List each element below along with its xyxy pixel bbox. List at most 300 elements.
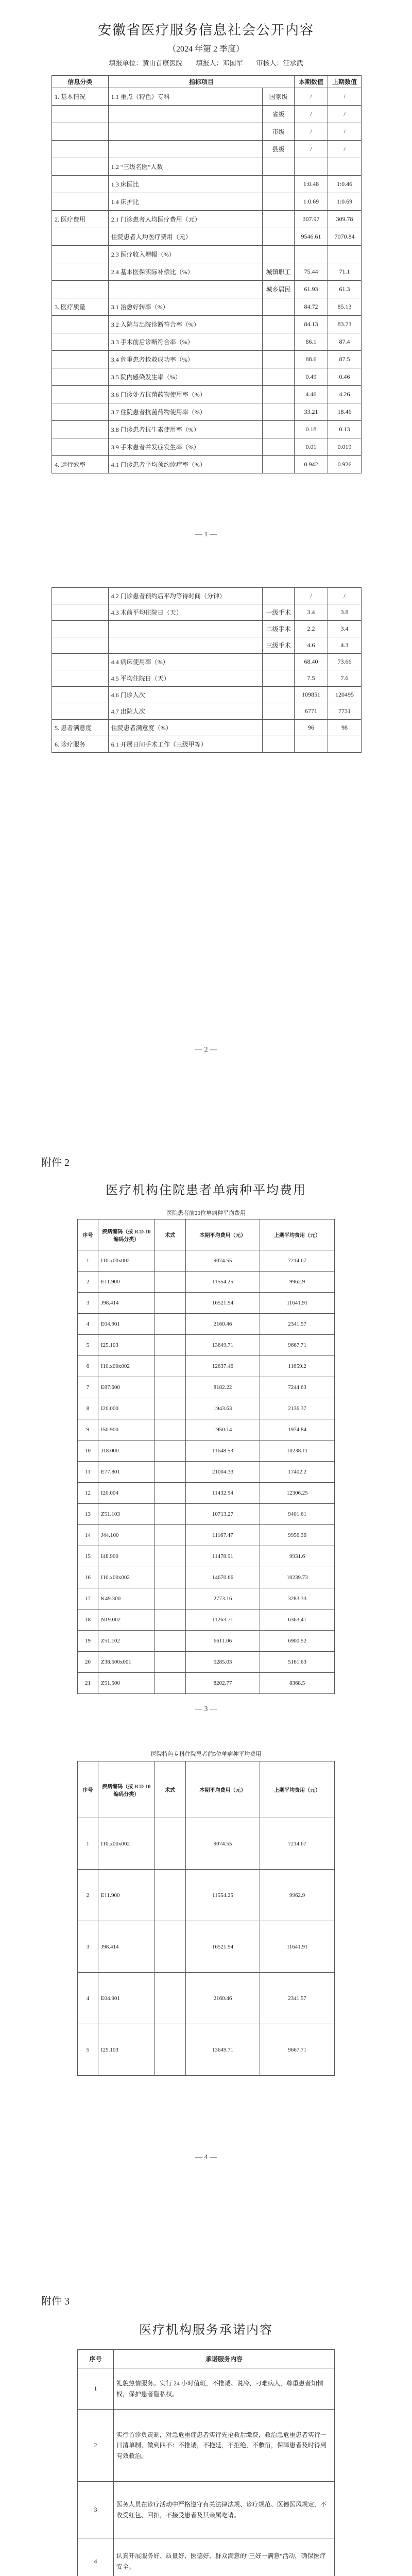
header-category: 信息分类 bbox=[52, 76, 109, 88]
table-cell: 1974.84 bbox=[260, 1419, 335, 1440]
table-cell: 3283.33 bbox=[260, 1588, 335, 1609]
table-cell bbox=[263, 351, 295, 368]
table-cell: / bbox=[295, 88, 328, 106]
table-cell bbox=[52, 281, 109, 298]
table-caption: 医院患者前20位单病种平均费用 bbox=[166, 1210, 246, 1216]
table-cell: 11648.53 bbox=[185, 1440, 260, 1462]
table-cell: 9074.55 bbox=[185, 1818, 260, 1870]
page-1 bbox=[0, 0, 412, 556]
table-cell: 8202.77 bbox=[185, 1673, 260, 1694]
table-header-row bbox=[52, 76, 362, 88]
table-cell bbox=[52, 333, 109, 351]
table-cell: 8 bbox=[78, 1398, 98, 1419]
table-cell: 4.4 病床使用率（%） bbox=[108, 654, 262, 670]
table-cell: 21004.33 bbox=[185, 1462, 260, 1483]
table-row bbox=[52, 211, 362, 228]
table-cell: 1. 基本情况 bbox=[52, 88, 109, 106]
table-row bbox=[52, 106, 362, 123]
table-cell: 2341.57 bbox=[260, 1973, 335, 2024]
table-row bbox=[52, 88, 362, 106]
table-header-cell: 序号 bbox=[78, 2350, 114, 2368]
page-title: 安徽省医疗服务信息社会公开内容 bbox=[97, 23, 314, 38]
table-cell: I10.x00x002 bbox=[98, 1356, 154, 1377]
table-cell: 11641.91 bbox=[260, 1293, 335, 1314]
table-cell bbox=[154, 1250, 185, 1272]
table-row bbox=[78, 2024, 335, 2076]
table-cell: 3.8 门诊患者抗生素使用率（%） bbox=[108, 421, 262, 438]
table-row bbox=[78, 1419, 335, 1440]
table-cell: 2. 医疗费用 bbox=[52, 211, 109, 228]
table-cell bbox=[52, 193, 109, 211]
disease-cost-table-top20 bbox=[77, 1219, 335, 1694]
table-cell: 6 bbox=[78, 1356, 98, 1377]
table-cell bbox=[328, 736, 362, 753]
table-row bbox=[52, 687, 362, 703]
table-row bbox=[78, 1440, 335, 1462]
table-cell bbox=[52, 141, 109, 158]
table-row bbox=[78, 1588, 335, 1609]
table-cell bbox=[263, 588, 295, 604]
table-cell: 5161.63 bbox=[260, 1652, 335, 1673]
table-cell bbox=[154, 1588, 185, 1609]
table-cell: 4 bbox=[78, 1973, 98, 2024]
table-cell: 10713.27 bbox=[185, 1504, 260, 1525]
table-cell bbox=[154, 1609, 185, 1631]
table-cell: 2.1 门诊患者人均医疗费用（元） bbox=[108, 211, 262, 228]
table-cell bbox=[154, 1870, 185, 1921]
attachment-title: 医疗机构住院患者单病种平均费用 bbox=[106, 1184, 306, 1197]
table-cell: 2 bbox=[78, 1272, 98, 1293]
table-cell bbox=[52, 621, 109, 637]
table-cell: 61.3 bbox=[328, 281, 362, 298]
table-cell: 1.3 床医比 bbox=[108, 176, 262, 193]
table-cell: / bbox=[328, 123, 362, 141]
table-cell: 3.4 bbox=[328, 621, 362, 637]
table-cell bbox=[154, 1440, 185, 1462]
table-cell: 12637.46 bbox=[185, 1356, 260, 1377]
table-cell: 1:0.69 bbox=[295, 193, 328, 211]
table-cell: 礼貌热情服务。实行 24 小时值班，不推诿、说冷、刁难病人，尊重患者知情权，保护患者隐私权。 bbox=[113, 2368, 334, 2410]
table-row bbox=[52, 228, 362, 246]
table-cell bbox=[263, 176, 295, 193]
table-cell: / bbox=[328, 106, 362, 123]
table-header-cell: 术式 bbox=[154, 1219, 185, 1250]
table-cell bbox=[263, 687, 295, 703]
table-cell bbox=[154, 1525, 185, 1546]
table-row bbox=[78, 1546, 335, 1567]
table-cell: 75.44 bbox=[295, 263, 328, 281]
table-cell: 城乡居民 bbox=[263, 281, 295, 298]
page-number: — 3 — bbox=[195, 1705, 217, 1713]
table-cell: 3.4 bbox=[295, 604, 328, 621]
table-row bbox=[52, 158, 362, 176]
table-cell: N19.002 bbox=[98, 1609, 154, 1631]
table-cell: 11659.2 bbox=[260, 1356, 335, 1377]
table-cell: Z51.103 bbox=[98, 1504, 154, 1525]
table-row bbox=[78, 1609, 335, 1631]
table-row bbox=[78, 1631, 335, 1652]
table-cell: 1.1 重点（特色）专科 bbox=[108, 88, 262, 106]
table-cell: 0.926 bbox=[328, 456, 362, 473]
table-cell: 9667.71 bbox=[260, 2024, 335, 2076]
table-cell: 城镇职工 bbox=[263, 263, 295, 281]
table-cell: 84.72 bbox=[295, 298, 328, 316]
table-cell: 3.3 手术前后诊断符合率（%） bbox=[108, 333, 262, 351]
table-cell: 0.01 bbox=[295, 438, 328, 456]
table-cell: 11167.47 bbox=[185, 1525, 260, 1546]
table-cell: 1.4 床护比 bbox=[108, 193, 262, 211]
table-cell: 0.019 bbox=[328, 438, 362, 456]
table-cell bbox=[154, 1652, 185, 1673]
table-cell bbox=[108, 621, 262, 637]
table-cell bbox=[154, 1483, 185, 1504]
table-cell: 20 bbox=[78, 1652, 98, 1673]
indicator-table-2 bbox=[52, 587, 362, 753]
table-cell bbox=[154, 1419, 185, 1440]
table-cell bbox=[52, 246, 109, 263]
table-cell: 7244.63 bbox=[260, 1377, 335, 1398]
table-cell bbox=[52, 438, 109, 456]
table-header-cell: 上期平均费用（元） bbox=[260, 1219, 335, 1250]
table-cell: / bbox=[328, 588, 362, 604]
table-row bbox=[52, 670, 362, 687]
table-cell: 88.6 bbox=[295, 351, 328, 368]
table-cell: 16521.94 bbox=[185, 1921, 260, 1973]
table-cell: 1:0.48 bbox=[295, 176, 328, 193]
table-cell: 11263.71 bbox=[185, 1609, 260, 1631]
table-cell: 3.8 bbox=[328, 604, 362, 621]
table-cell: 6771 bbox=[295, 703, 328, 720]
table-cell: 3 bbox=[78, 1921, 98, 1973]
table-cell: J98.414 bbox=[98, 1921, 154, 1973]
table-cell: 3.7 住院患者抗菌药物使用率（%） bbox=[108, 403, 262, 421]
table-cell: / bbox=[295, 141, 328, 158]
table-row bbox=[52, 316, 362, 333]
table-cell: I20.000 bbox=[98, 1398, 154, 1419]
table-cell: 9401.61 bbox=[260, 1504, 335, 1525]
table-cell: 1 bbox=[78, 2368, 114, 2410]
table-cell: / bbox=[295, 123, 328, 141]
table-cell: 3.1 治愈好转率（%） bbox=[108, 298, 262, 316]
table-cell: 3.4 危重患者抢救成功率（%） bbox=[108, 351, 262, 368]
table-cell: 3.5 院内感染发生率（%） bbox=[108, 368, 262, 386]
table-row bbox=[78, 2410, 335, 2482]
table-cell: 3.2 入院与出院诊断符合率（%） bbox=[108, 316, 262, 333]
table-cell: I10.x00x002 bbox=[98, 1567, 154, 1588]
table-row bbox=[52, 421, 362, 438]
table-row bbox=[52, 123, 362, 141]
table-cell: 6900.52 bbox=[260, 1631, 335, 1652]
table-cell: I25.103 bbox=[98, 2024, 154, 2076]
table-row bbox=[78, 1483, 335, 1504]
table-cell: 18 bbox=[78, 1609, 98, 1631]
table-cell: I20.004 bbox=[98, 1483, 154, 1504]
table-cell bbox=[52, 316, 109, 333]
table-cell bbox=[154, 1462, 185, 1483]
table-cell bbox=[108, 106, 262, 123]
table-cell: / bbox=[328, 88, 362, 106]
table-cell: 省级 bbox=[263, 106, 295, 123]
table-cell: 14 bbox=[78, 1525, 98, 1546]
table-cell: I10.x00x002 bbox=[98, 1818, 154, 1870]
table-cell bbox=[52, 176, 109, 193]
table-cell: 1.2 “三级名医”人数 bbox=[108, 158, 262, 176]
service-commitment-table bbox=[77, 2349, 335, 2576]
table-cell: 96 bbox=[295, 720, 328, 736]
table-cell: 实行首诊负责制，对急危重症患者实行先抢救后缴费，救治急危重患者实行一日清单制，做到四不：不推诿，不拖延，不拒绝，不敷衍，保障患者及时得到有效救治。 bbox=[113, 2410, 334, 2482]
table-cell bbox=[52, 106, 109, 123]
table-header-cell: 本期平均费用（元） bbox=[185, 1219, 260, 1250]
table-cell bbox=[52, 158, 109, 176]
table-cell: 7.6 bbox=[328, 670, 362, 687]
table-cell bbox=[154, 1921, 185, 1973]
table-cell bbox=[263, 438, 295, 456]
table-cell bbox=[263, 720, 295, 736]
table-cell: 85.13 bbox=[328, 298, 362, 316]
table-row bbox=[52, 333, 362, 351]
table-cell: 2773.16 bbox=[185, 1588, 260, 1609]
table-cell: 9546.61 bbox=[295, 228, 328, 246]
table-cell: K49.300 bbox=[98, 1588, 154, 1609]
table-cell: 2160.46 bbox=[185, 1314, 260, 1335]
table-row bbox=[78, 1818, 335, 1870]
table-cell: I50.900 bbox=[98, 1419, 154, 1440]
table-row bbox=[78, 1504, 335, 1525]
table-caption: 医院特色专科住院患者前5位单病种平均费用 bbox=[150, 1751, 262, 1757]
table-cell bbox=[52, 386, 109, 403]
table-cell: 61.93 bbox=[295, 281, 328, 298]
table-row bbox=[52, 403, 362, 421]
table-row bbox=[52, 456, 362, 473]
table-cell: 83.73 bbox=[328, 316, 362, 333]
page-2 bbox=[0, 572, 412, 1128]
table-cell: 71.1 bbox=[328, 263, 362, 281]
table-row bbox=[52, 263, 362, 281]
table-cell: 87.5 bbox=[328, 351, 362, 368]
table-cell: 6611.06 bbox=[185, 1631, 260, 1652]
table-cell: 2 bbox=[78, 2410, 114, 2482]
table-row bbox=[52, 438, 362, 456]
table-cell bbox=[52, 263, 109, 281]
table-cell: 二级手术 bbox=[263, 621, 295, 637]
table-cell: 5285.03 bbox=[185, 1652, 260, 1673]
table-header-row bbox=[78, 1219, 335, 1250]
page-number: — 2 — bbox=[195, 1046, 217, 1054]
table-cell bbox=[52, 368, 109, 386]
table-cell: 84.13 bbox=[295, 316, 328, 333]
table-cell: 87.4 bbox=[328, 333, 362, 351]
table-cell: 一级手术 bbox=[263, 604, 295, 621]
table-header-cell: 疾病编码（按 ICD-10 编码分类） bbox=[98, 1761, 154, 1818]
table-cell: 68.40 bbox=[295, 654, 328, 670]
table-row bbox=[52, 386, 362, 403]
table-cell bbox=[108, 281, 262, 298]
table-cell: 109851 bbox=[295, 687, 328, 703]
table-cell bbox=[52, 351, 109, 368]
table-cell: 2341.57 bbox=[260, 1314, 335, 1335]
table-cell: 6.1 开展日间手术工作（三级甲等） bbox=[108, 736, 262, 753]
table-cell bbox=[263, 298, 295, 316]
table-cell: I25.103 bbox=[98, 1335, 154, 1356]
table-cell: 2.2 bbox=[295, 621, 328, 637]
table-cell bbox=[52, 637, 109, 654]
page-subtitle: （2024 年第 2 季度） bbox=[167, 45, 244, 54]
table-cell bbox=[154, 1377, 185, 1398]
table-row bbox=[78, 1870, 335, 1921]
table-cell: 3 bbox=[78, 2482, 114, 2538]
table-cell: Z51.102 bbox=[98, 1631, 154, 1652]
table-row bbox=[52, 281, 362, 298]
table-cell: 3. 医疗质量 bbox=[52, 298, 109, 316]
table-cell bbox=[263, 736, 295, 753]
table-cell: 6. 诊疗服务 bbox=[52, 736, 109, 753]
table-row bbox=[52, 176, 362, 193]
page-3 bbox=[0, 1144, 412, 1716]
table-header-cell: 术式 bbox=[154, 1761, 185, 1818]
table-cell: 住院患者人均医疗费用（元） bbox=[108, 228, 262, 246]
table-row bbox=[78, 1567, 335, 1588]
table-cell: 7.5 bbox=[295, 670, 328, 687]
table-row bbox=[52, 193, 362, 211]
page-5 bbox=[0, 2287, 412, 2576]
table-cell: J18.000 bbox=[98, 1440, 154, 1462]
table-cell: 21 bbox=[78, 1673, 98, 1694]
table-cell: 1950.14 bbox=[185, 1419, 260, 1440]
table-cell: 13649.71 bbox=[185, 1335, 260, 1356]
table-cell bbox=[52, 228, 109, 246]
table-cell bbox=[52, 604, 109, 621]
table-cell: 307.97 bbox=[295, 211, 328, 228]
page-4 bbox=[0, 1741, 412, 2282]
table-row bbox=[78, 1272, 335, 1293]
table-cell bbox=[263, 211, 295, 228]
table-row bbox=[78, 2368, 335, 2410]
table-cell: 11554.25 bbox=[185, 1272, 260, 1293]
table-cell: 2 bbox=[78, 1870, 98, 1921]
table-cell: 5 bbox=[78, 2024, 98, 2076]
table-cell bbox=[295, 158, 328, 176]
table-row bbox=[78, 1462, 335, 1483]
table-cell: 7 bbox=[78, 1377, 98, 1398]
table-cell bbox=[108, 141, 262, 158]
table-cell: 国家级 bbox=[263, 88, 295, 106]
table-header-cell: 序号 bbox=[78, 1761, 98, 1818]
table-row bbox=[52, 588, 362, 604]
table-row bbox=[52, 637, 362, 654]
table-cell: 9074.55 bbox=[185, 1250, 260, 1272]
table-row bbox=[52, 654, 362, 670]
table-row bbox=[78, 1973, 335, 2024]
table-cell: 0.18 bbox=[295, 421, 328, 438]
table-cell bbox=[52, 703, 109, 720]
table-cell: 4 bbox=[78, 1314, 98, 1335]
table-cell: 住院患者满意度（%） bbox=[108, 720, 262, 736]
table-cell: 309.78 bbox=[328, 211, 362, 228]
attachment-label: 附件 3 bbox=[41, 2296, 70, 2307]
table-cell: 10239.73 bbox=[260, 1567, 335, 1588]
table-cell: 0.942 bbox=[295, 456, 328, 473]
table-cell: 医务人员在诊疗活动中严格遵守有关法律法规、诊疗规范、医德医风规定，不收受红包、回扣，不接受患者及其亲属吃请。 bbox=[113, 2482, 334, 2538]
table-header-cell: 本期平均费用（元） bbox=[185, 1761, 260, 1818]
table-cell bbox=[154, 1398, 185, 1419]
table-cell bbox=[295, 736, 328, 753]
table-cell: 1943.63 bbox=[185, 1398, 260, 1419]
table-cell: 4.1 门诊患者平均预约诊疗率（%） bbox=[108, 456, 262, 473]
table-cell: 86.1 bbox=[295, 333, 328, 351]
table-cell: 9667.71 bbox=[260, 1335, 335, 1356]
table-header-cell: 序号 bbox=[78, 1219, 98, 1250]
table-cell: 7731 bbox=[328, 703, 362, 720]
table-row bbox=[78, 1335, 335, 1356]
table-cell: 11478.91 bbox=[185, 1546, 260, 1567]
table-cell bbox=[328, 158, 362, 176]
table-row bbox=[52, 298, 362, 316]
table-cell: 9956.36 bbox=[260, 1525, 335, 1546]
table-cell: 12306.25 bbox=[260, 1483, 335, 1504]
table-cell bbox=[52, 687, 109, 703]
table-cell bbox=[154, 1673, 185, 1694]
table-cell bbox=[52, 654, 109, 670]
table-cell: 4.3 bbox=[328, 637, 362, 654]
table-cell: 2.3 医疗收入增幅（%） bbox=[108, 246, 262, 263]
table-cell: 16521.94 bbox=[185, 1293, 260, 1314]
table-row bbox=[78, 2482, 335, 2538]
table-cell bbox=[154, 1293, 185, 1314]
table-row bbox=[78, 1356, 335, 1377]
table-cell: 4.7 出院人次 bbox=[108, 703, 262, 720]
table-cell: 15 bbox=[78, 1546, 98, 1567]
table-cell: 12 bbox=[78, 1483, 98, 1504]
table-header-cell: 上期平均费用（元） bbox=[260, 1761, 335, 1818]
attachment-label: 附件 2 bbox=[41, 1157, 70, 1168]
table-cell bbox=[263, 246, 295, 263]
table-cell: E04.901 bbox=[98, 1973, 154, 2024]
header-previous: 上期数值 bbox=[328, 76, 362, 88]
table-cell bbox=[263, 333, 295, 351]
table-row bbox=[78, 1314, 335, 1335]
table-header-row bbox=[78, 1761, 335, 1818]
report-meta: 填报单位：黄山首康医院 填报人：邓国军 审核人：汪承武 bbox=[109, 59, 303, 67]
table-cell: 4.26 bbox=[328, 386, 362, 403]
table-cell: 11554.25 bbox=[185, 1870, 260, 1921]
table-cell: 5. 患者满意度 bbox=[52, 720, 109, 736]
table-cell: 2136.37 bbox=[260, 1398, 335, 1419]
table-row bbox=[78, 1250, 335, 1272]
table-row bbox=[52, 736, 362, 753]
table-row bbox=[52, 351, 362, 368]
table-cell bbox=[154, 1631, 185, 1652]
table-cell bbox=[108, 123, 262, 141]
table-cell: 9 bbox=[78, 1419, 98, 1440]
table-cell bbox=[154, 1356, 185, 1377]
table-cell: 4.6 bbox=[295, 637, 328, 654]
table-cell bbox=[263, 158, 295, 176]
table-cell: / bbox=[295, 106, 328, 123]
table-cell: 0.49 bbox=[295, 368, 328, 386]
table-cell: E77.801 bbox=[98, 1462, 154, 1483]
table-cell bbox=[52, 123, 109, 141]
table-cell: 1:0.69 bbox=[328, 193, 362, 211]
table-cell bbox=[328, 246, 362, 263]
table-cell: 120495 bbox=[328, 687, 362, 703]
table-cell: 2160.46 bbox=[185, 1973, 260, 2024]
table-cell: 7214.67 bbox=[260, 1250, 335, 1272]
header-indicator: 指标项目 bbox=[108, 76, 294, 88]
attachment-title: 医疗机构服务承诺内容 bbox=[139, 2324, 273, 2337]
table-row bbox=[52, 703, 362, 720]
table-cell: 17402.2 bbox=[260, 1462, 335, 1483]
table-cell: 9962.9 bbox=[260, 1870, 335, 1921]
